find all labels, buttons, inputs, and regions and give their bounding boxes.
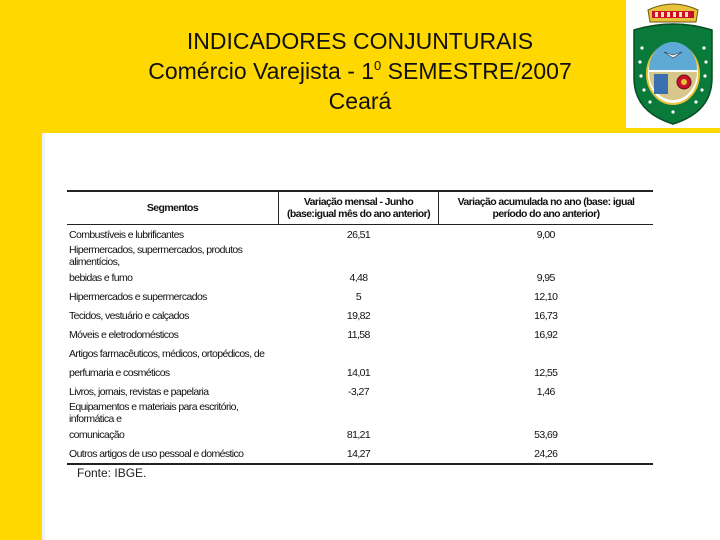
table-row: [67, 287, 653, 306]
header-segments: Segmentos: [67, 191, 279, 225]
ceara-coat-of-arms-icon: [626, 0, 720, 128]
row-cumulative: 12,10: [534, 290, 558, 303]
row-cumulative: 12,55: [534, 366, 558, 379]
row-label: Combustíveis e lubrificantes: [69, 228, 184, 241]
row-label: bebidas e fumo: [69, 271, 133, 284]
header-cumulative-variation: Variação acumulada no ano (base: igual período do ano anterior): [439, 191, 654, 225]
row-monthly: 14,01: [346, 366, 371, 379]
row-monthly: [279, 244, 439, 268]
row-label: Livros, jornais, revistas e papelaria: [69, 385, 209, 398]
title-superscript: 0: [374, 58, 382, 73]
row-cumulative: 9,00: [536, 228, 555, 241]
row-monthly: 26,51: [346, 228, 371, 241]
row-label: perfumaria e cosméticos: [69, 366, 170, 379]
row-cumulative: 16,92: [534, 328, 558, 341]
row-label: Hipermercados e supermercados: [69, 290, 207, 303]
row-label: Outros artigos de uso pessoal e doméstico: [67, 444, 279, 464]
row-label: Artigos farmacêuticos, médicos, ortopédicos, de: [69, 347, 265, 360]
row-monthly: 19,82: [346, 309, 371, 322]
table-row: [67, 344, 653, 363]
row-cumulative: 16,73: [534, 309, 558, 322]
row-monthly: [279, 401, 439, 425]
title-line-2-text: Comércio Varejista - 1: [148, 58, 375, 84]
source-note: Fonte: IBGE.: [77, 466, 147, 480]
title-line-1: INDICADORES CONJUNTURAIS: [186, 28, 534, 54]
table-row: [67, 225, 653, 245]
crest-graphic: [626, 0, 720, 128]
table-row: [67, 363, 653, 382]
title-line-3: Ceará: [328, 88, 392, 114]
row-monthly: 81,21: [346, 428, 371, 441]
row-monthly: 11,58: [347, 328, 370, 341]
table-row: [67, 306, 653, 325]
table-row: [67, 325, 653, 344]
slide-title: [90, 26, 630, 116]
table-header-row: [67, 191, 653, 225]
row-label: Tecidos, vestuário e calçados: [69, 309, 189, 322]
row-cumulative: [439, 344, 654, 363]
row-monthly: 5: [355, 290, 362, 303]
row-monthly: -3,27: [348, 385, 369, 398]
row-cumulative: 24,26: [439, 444, 654, 464]
header-monthly-variation: Variação mensal - Junho (base:igual mês do ano anterior): [279, 191, 439, 225]
row-label: Hipermercados, supermercados, produtos alimentícios,: [69, 244, 243, 268]
row-label: Equipamentos e materiais para escritório, informática e: [69, 401, 239, 425]
row-label: comunicação: [69, 428, 125, 441]
row-cumulative: 9,95: [536, 271, 555, 284]
title-line-2: [90, 56, 630, 86]
table-row: [67, 382, 653, 401]
row-monthly: 4,48: [349, 271, 368, 284]
row-label: Móveis e eletrodomésticos: [69, 328, 179, 341]
row-monthly: 14,27: [279, 444, 439, 464]
row-monthly: [279, 344, 439, 363]
table-row: [67, 425, 653, 444]
indicators-table: [67, 190, 653, 465]
table-row: [67, 268, 653, 287]
title-line-2-suffix: SEMESTRE/2007: [381, 58, 572, 84]
table-row: [67, 401, 653, 425]
row-cumulative: [439, 401, 654, 425]
row-cumulative: [439, 244, 654, 268]
table-row: [67, 244, 653, 268]
row-cumulative: 53,69: [534, 428, 558, 441]
row-cumulative: 1,46: [536, 385, 555, 398]
table-row: [67, 444, 653, 464]
panel-edge: [42, 133, 45, 540]
